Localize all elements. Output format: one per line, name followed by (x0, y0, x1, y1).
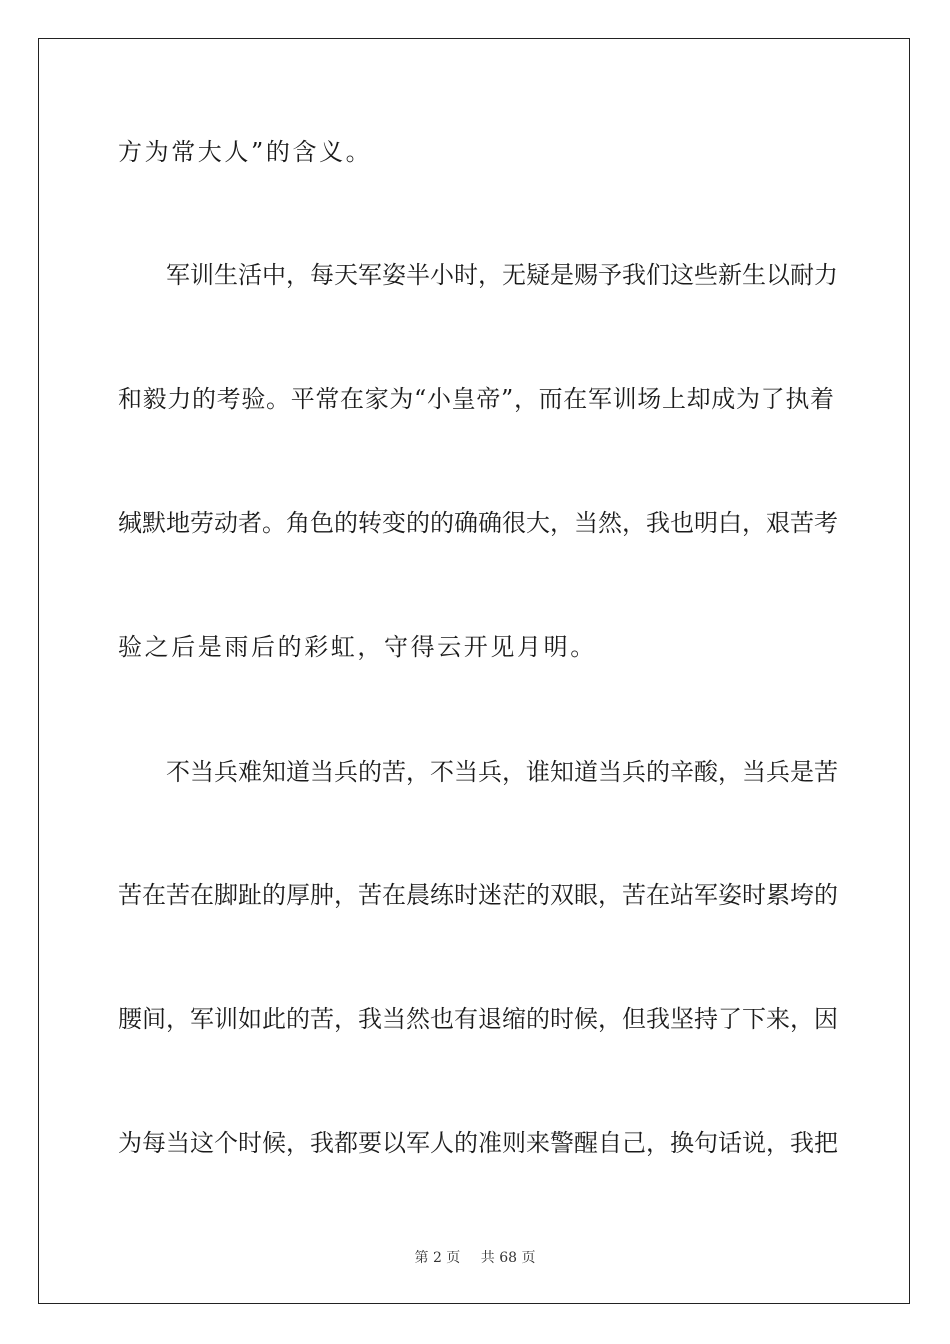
page-number: 第 2 页 (414, 1250, 461, 1266)
page-total: 共 68 页 (480, 1250, 536, 1266)
text-line: 验之后是雨后的彩虹，守得云开见月明。 (118, 633, 597, 661)
text-line: 军训生活中，每天军姿半小时，无疑是赐予我们这些新生以耐力 (166, 261, 838, 289)
page-footer (0, 1247, 950, 1267)
text-line: 和毅力的考验。平常在家为“小皇帝”，而在军训场上却成为了执着 (118, 385, 834, 413)
text-line: 方为常大人”的含义。 (118, 138, 373, 166)
text-line: 腰间，军训如此的苦，我当然也有退缩的时候，但我坚持了下来，因 (118, 1005, 838, 1033)
text-line: 缄默地劳动者。角色的转变的的确确很大，当然，我也明白，艰苦考 (118, 509, 838, 537)
text-line: 苦在苦在脚趾的厚肿，苦在晨练时迷茫的双眼，苦在站军姿时累垮的 (118, 881, 838, 909)
text-line: 不当兵难知道当兵的苦，不当兵，谁知道当兵的辛酸，当兵是苦 (166, 758, 838, 786)
page-border (38, 38, 910, 1304)
text-line: 为每当这个时候，我都要以军人的准则来警醒自己，换句话说，我把 (118, 1129, 838, 1157)
